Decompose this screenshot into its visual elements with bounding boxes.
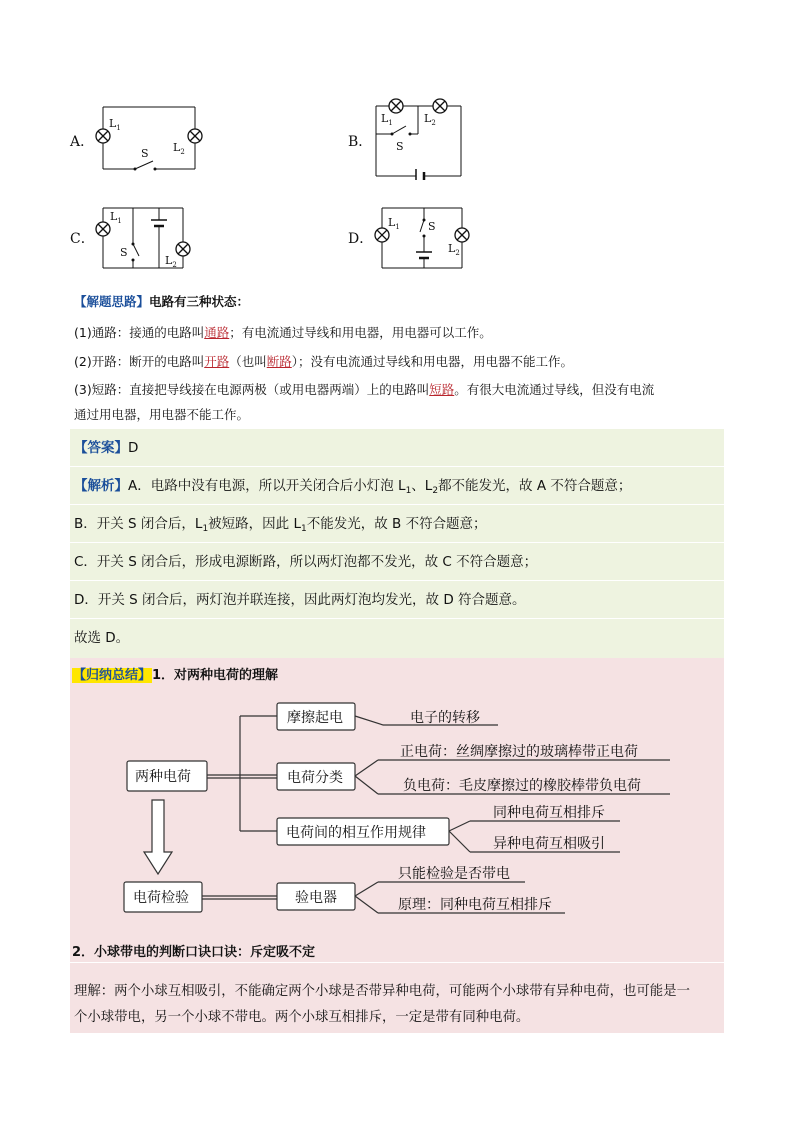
svg-text:L1: $L_1$	[110, 210, 122, 225]
svg-text:S: S	[141, 147, 149, 160]
option-c-label: C．	[70, 231, 95, 247]
option-a-label: A．	[70, 134, 95, 150]
svg-text:同种电荷互相排斥: 同种电荷互相排斥	[493, 805, 605, 821]
answer-line: 【答案】D	[74, 440, 139, 456]
summary-para-2: 个小球带电，另一个小球不带电。两个小球互相排斥，一定是带有同种电荷。	[74, 1010, 530, 1025]
svg-text:摩擦起电: 摩擦起电	[287, 710, 343, 726]
option-d-label: D．	[348, 231, 374, 247]
svg-text:电荷检验: 电荷检验	[133, 890, 189, 906]
svg-text:负电荷：毛皮摩擦过的橡胶棒带负电荷: 负电荷：毛皮摩擦过的橡胶棒带负电荷	[403, 778, 641, 794]
svg-text:L2: $L_2$	[448, 242, 460, 257]
thinking-line-2: (2)开路：断开的电路叫开路（也叫断路）；没有电流通过导线和用电器，用电器不能工作。	[74, 354, 574, 369]
answer-final: 故选 D。	[74, 630, 130, 646]
svg-text:S: S	[396, 140, 404, 153]
analysis-a: 【解析】A．电路中没有电源，所以开关闭合后小灯泡 $L_1$、$L_2$都不能发光，故 A 不符合题意；	[74, 478, 632, 496]
analysis-b: B．开关 S 闭合后，$L_1$被短路，因此 $L_1$不能发光，故 B 不符合题意；	[74, 516, 487, 534]
svg-text:电荷间的相互作用规律: 电荷间的相互作用规律	[286, 825, 426, 841]
summary-heading: 【归纳总结】1．对两种电荷的理解	[73, 668, 279, 683]
thinking-line-3: (3)短路：直接把导线接在电源两极（或用电器两端）上的电路叫短路。有很大电流通过导线，但没有电流	[74, 382, 655, 397]
svg-text:电荷分类: 电荷分类	[287, 770, 343, 786]
svg-text:异种电荷互相吸引: 异种电荷互相吸引	[493, 836, 605, 852]
thinking-line-1: (1)通路：接通的电路叫通路；有电流通过导线和用电器，用电器可以工作。	[74, 325, 492, 340]
svg-text:L2: $L_2$	[165, 254, 177, 269]
option-b-label: B．	[348, 134, 373, 150]
svg-text:原理：同种电荷互相排斥: 原理：同种电荷互相排斥	[398, 897, 552, 913]
thinking-intro: 【解题思路】电路有三种状态：	[74, 294, 250, 309]
down-arrow-icon	[144, 800, 172, 874]
summary-heading-2: 2．小球带电的判断口诀口诀：斥定吸不定	[72, 945, 316, 960]
svg-text:S: S	[120, 246, 128, 259]
svg-text:验电器: 验电器	[295, 890, 337, 906]
svg-text:L2: $L_2$	[424, 112, 436, 127]
analysis-c: C．开关 S 闭合后，形成电源断路，所以两灯泡都不发光，故 C 不符合题意；	[74, 554, 538, 570]
svg-text:L1: $L_1$	[109, 117, 121, 132]
summary-para-1: 理解：两个小球互相吸引，不能确定两个小球是否带异种电荷，可能两个小球带有异种电荷，也可能是一	[74, 984, 690, 999]
svg-text:L1: $L_1$	[381, 112, 393, 127]
svg-text:L1: $L_1$	[388, 216, 400, 231]
svg-text:正电荷：丝绸摩擦过的玻璃棒带正电荷: 正电荷：丝绸摩擦过的玻璃棒带正电荷	[400, 744, 638, 760]
svg-text:电子的转移: 电子的转移	[410, 710, 480, 726]
svg-text:两种电荷: 两种电荷	[135, 769, 191, 785]
svg-text:只能检验是否带电: 只能检验是否带电	[398, 866, 510, 882]
analysis-d: D．开关 S 闭合后，两灯泡并联连接，因此两灯泡均发光，故 D 符合题意。	[74, 592, 526, 608]
thinking-line-4: 通过用电器，用电器不能工作。	[74, 407, 250, 422]
svg-text:S: S	[428, 220, 436, 233]
svg-text:L2: $L_2$	[173, 141, 185, 156]
